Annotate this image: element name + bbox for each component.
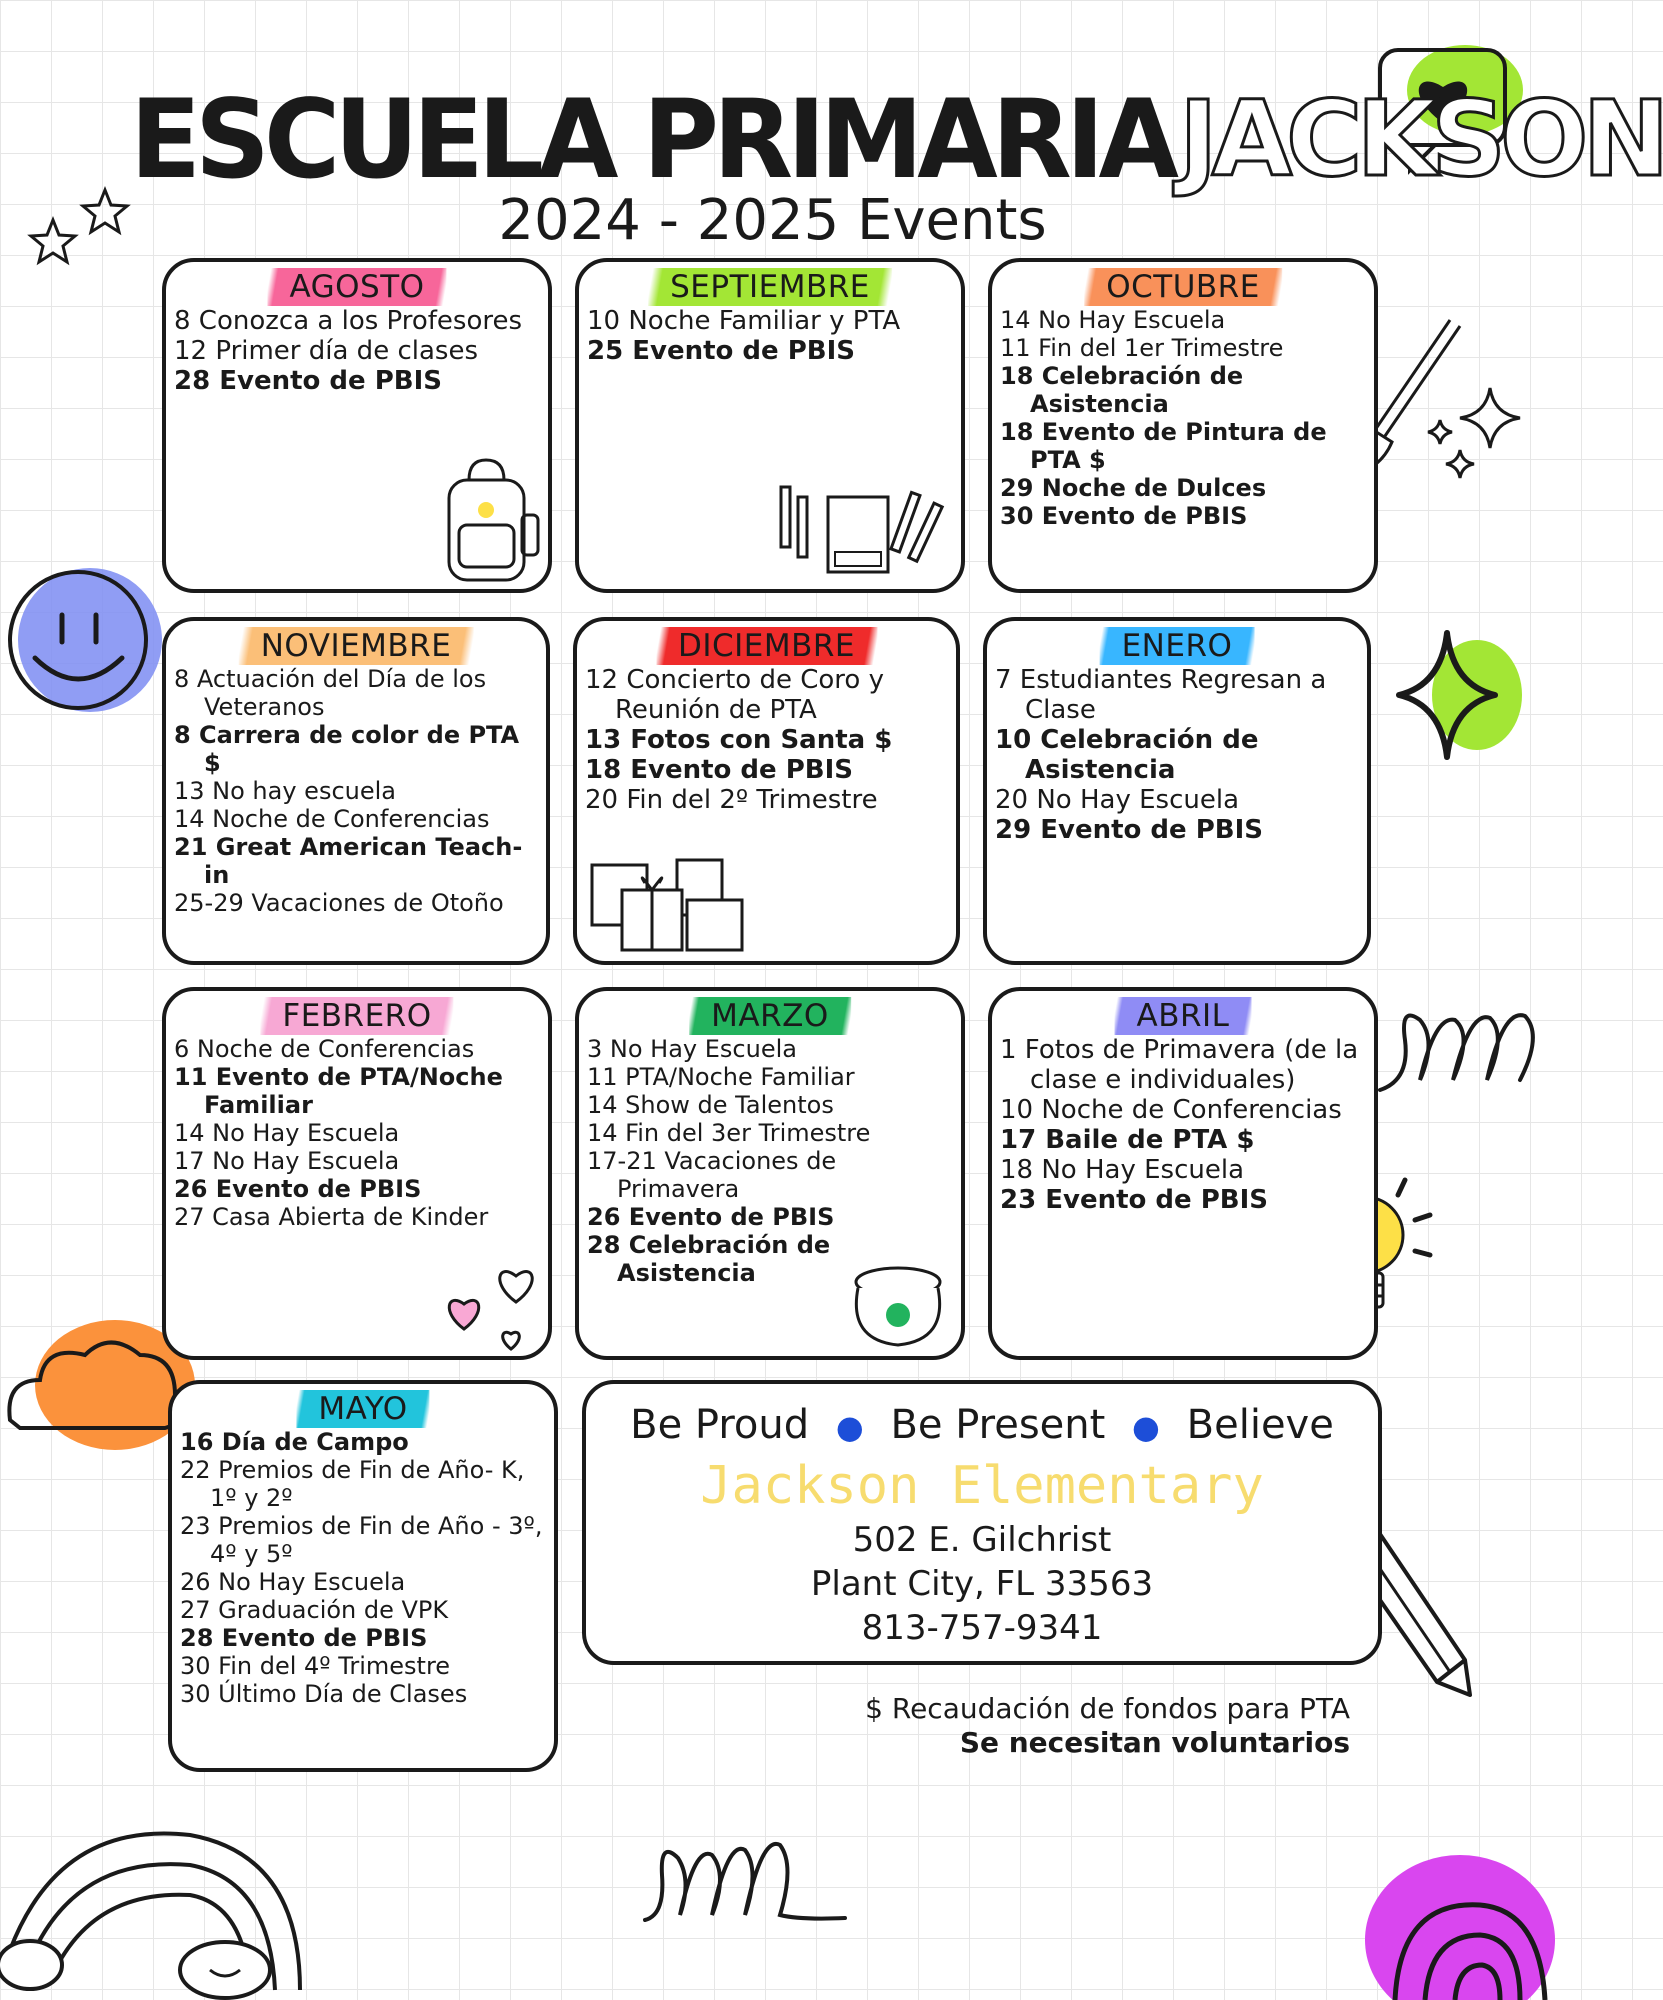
volunteers-note: Se necesitan voluntarios (959, 1726, 1350, 1759)
month-card-noviembre (162, 617, 550, 965)
event-item: 13 Fotos con Santa $ (585, 725, 893, 755)
event-item: 29 Noche de Dulces (1000, 474, 1267, 502)
event-item: 21 Great American Teach-in (174, 833, 523, 889)
event-item: 20 Fin del 2º Trimestre (585, 785, 878, 815)
event-item: 22 Premios de Fin de Año- K, 1º y 2º (180, 1456, 525, 1512)
event-list (180, 1428, 548, 1708)
rainbow-icon (0, 1740, 320, 2000)
month-title: ENERO (1100, 627, 1255, 665)
month-card-agosto (162, 258, 552, 593)
event-item: 17 No Hay Escuela (174, 1147, 400, 1175)
event-item: 14 Show de Talentos (587, 1091, 834, 1119)
event-list (174, 1035, 542, 1231)
motto-row (586, 1402, 1378, 1448)
event-item: 25-29 Vacaciones de Otoño (174, 889, 504, 917)
green-star-icon (1395, 625, 1525, 765)
event-item: 12 Concierto de Coro y Reunión de PTA (585, 665, 884, 725)
event-item: 1 Fotos de Primavera (de la clase e individuales) (1000, 1035, 1359, 1095)
event-list (587, 1035, 955, 1287)
event-item: 14 Noche de Conferencias (174, 805, 490, 833)
page-subtitle: 2024 - 2025 Events (498, 188, 1047, 253)
event-item: 10 Noche Familiar y PTA (587, 306, 901, 336)
month-title: AGOSTO (267, 268, 446, 306)
fundraiser-note: $ Recaudación de fondos para PTA (865, 1692, 1350, 1725)
month-title: OCTUBRE (1084, 268, 1282, 306)
month-title: NOVIEMBRE (239, 627, 474, 665)
event-item: 6 Noche de Conferencias (174, 1035, 475, 1063)
event-list (174, 306, 542, 396)
event-item: 11 Fin del 1er Trimestre (1000, 334, 1284, 362)
month-card-diciembre (573, 617, 960, 965)
bullet-dot-icon: ● (835, 1408, 864, 1446)
event-item: 30 Evento de PBIS (1000, 502, 1248, 530)
event-item: 25 Evento de PBIS (587, 336, 855, 366)
month-title: ABRIL (1115, 997, 1252, 1035)
address-line-2: Plant City, FL 33563 (810, 1564, 1154, 1604)
event-item: 23 Premios de Fin de Año - 3º, 4º y 5º (180, 1512, 543, 1568)
event-item: 18 Evento de PBIS (585, 755, 853, 785)
gift-boxes-icon (587, 835, 747, 955)
event-item: 23 Evento de PBIS (1000, 1185, 1268, 1215)
event-item: 17-21 Vacaciones de Primavera (587, 1147, 837, 1203)
event-item: 8 Carrera de color de PTA $ (174, 721, 520, 777)
event-item: 10 Noche de Conferencias (1000, 1095, 1342, 1125)
event-item: 18 Evento de Pintura de PTA $ (1000, 418, 1327, 474)
motto-believe: Believe (1186, 1402, 1334, 1448)
month-card-marzo (575, 987, 965, 1360)
event-item: 29 Evento de PBIS (995, 815, 1263, 845)
event-list (1000, 306, 1368, 530)
event-item: 3 No Hay Escuela (587, 1035, 797, 1063)
motto-proud: Be Proud (630, 1402, 810, 1448)
month-card-octubre (988, 258, 1378, 593)
event-item: 8 Actuación del Día de los Veteranos (174, 665, 487, 721)
event-item: 27 Casa Abierta de Kinder (174, 1203, 489, 1231)
hearts-icon (436, 1254, 546, 1354)
month-title: MARZO (689, 997, 851, 1035)
event-item: 27 Graduación de VPK (180, 1596, 449, 1624)
event-item: 26 No Hay Escuela (180, 1568, 406, 1596)
purple-rainbow-icon (1340, 1840, 1545, 2000)
event-item: 17 Baile de PTA $ (1000, 1125, 1255, 1155)
month-title: MAYO (296, 1390, 429, 1428)
title-bold-text: ESCUELA PRIMARIA (130, 74, 1173, 204)
address-line-1: 502 E. Gilchrist (852, 1520, 1112, 1560)
month-title: SEPTIEMBRE (648, 268, 892, 306)
event-item: 16 Día de Campo (180, 1428, 409, 1456)
event-item: 8 Conozca a los Profesores (174, 306, 523, 336)
title-outline-text: JACKSON (1178, 78, 1663, 200)
motto-present: Be Present (890, 1402, 1106, 1448)
event-list (174, 665, 540, 917)
crayons-icon (773, 467, 943, 587)
pot-of-gold-icon (843, 1260, 953, 1350)
event-list (995, 665, 1361, 845)
bullet-dot-icon: ● (1132, 1408, 1160, 1446)
event-item: 30 Último Día de Clases (180, 1680, 468, 1708)
event-item: 13 No hay escuela (174, 777, 396, 805)
event-item: 7 Estudiantes Regresan a Clase (995, 665, 1327, 725)
month-title: DICIEMBRE (656, 627, 877, 665)
event-item: 11 PTA/Noche Familiar (587, 1063, 855, 1091)
month-card-abril (988, 987, 1378, 1360)
school-info-card (582, 1380, 1382, 1665)
event-item: 26 Evento de PBIS (587, 1203, 835, 1231)
event-item: 20 No Hay Escuela (995, 785, 1240, 815)
backpack-icon (434, 455, 544, 585)
smiley-face-icon (0, 560, 170, 730)
event-list (585, 665, 950, 815)
event-item: 26 Evento de PBIS (174, 1175, 422, 1203)
event-item: 18 Celebración de Asistencia (1000, 362, 1244, 418)
event-item: 11 Evento de PTA/Noche Familiar (174, 1063, 503, 1119)
event-item: 10 Celebración de Asistencia (995, 725, 1259, 785)
school-name: Jackson Elementary (700, 1456, 1264, 1516)
event-item: 12 Primer día de clases (174, 336, 478, 366)
loop-doodle-icon (640, 1820, 860, 1940)
event-item: 14 No Hay Escuela (1000, 306, 1226, 334)
phone-number: 813-757-9341 (861, 1608, 1103, 1648)
month-card-septiembre (575, 258, 965, 593)
event-item: 14 Fin del 3er Trimestre (587, 1119, 871, 1147)
month-title: FEBRERO (260, 997, 453, 1035)
event-item: 14 No Hay Escuela (174, 1119, 400, 1147)
month-card-mayo (168, 1380, 558, 1772)
event-item: 28 Celebración de Asistencia (587, 1231, 831, 1287)
event-item: 30 Fin del 4º Trimestre (180, 1652, 451, 1680)
page-title (130, 70, 1663, 204)
month-card-febrero (162, 987, 552, 1360)
event-list (587, 306, 955, 366)
spiral-icon (1375, 980, 1545, 1120)
event-item: 18 No Hay Escuela (1000, 1155, 1245, 1185)
event-item: 28 Evento de PBIS (180, 1624, 428, 1652)
event-item: 28 Evento de PBIS (174, 366, 442, 396)
month-card-enero (983, 617, 1371, 965)
event-list (1000, 1035, 1368, 1215)
